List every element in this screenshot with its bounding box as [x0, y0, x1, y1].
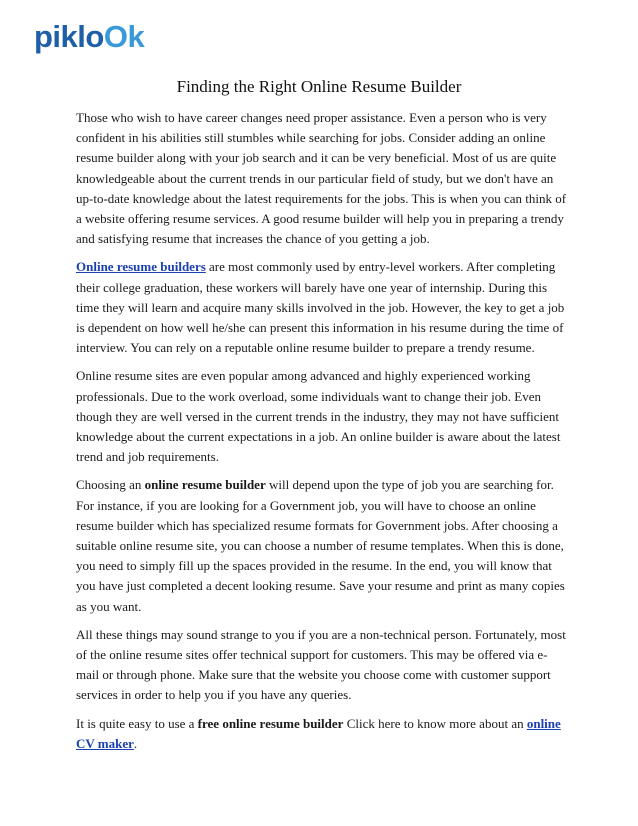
document-body: [76, 108, 568, 762]
online-resume-builders-link[interactable]: Online resume builders: [76, 259, 206, 275]
logo-part-2: Ok: [103, 19, 145, 54]
paragraph-6: [76, 714, 568, 754]
paragraph-4: [76, 475, 568, 616]
paragraph-4-after: will depend upon the type of job you are searching for. For instance, if you are looking for a Government job, you will have to choose an online resume builder which has specialized resume formats for Government jobs. After choosing a suitable online resume site, you can choose a number of resume templates. When this is done, you need to simply fill up the spaces provided in the resume. In the end, you will know that you have just completed a decent looking resume. Save your resume and print as many copies as you want.: [76, 477, 565, 614]
paragraph-4-bold: online resume builder: [144, 477, 266, 493]
document-title: Finding the Right Online Resume Builder: [176, 77, 462, 96]
paragraph-3: Online resume sites are even popular among advanced and highly experienced working professionals. Due to the work overload, some individuals want to change their job. Even though they are well versed in the current trends in the industry, they may not have sufficient knowledge about the current expectations in a job. An online builder is aware about the latest trend and job requirements.: [76, 368, 561, 465]
paragraph-5: All these things may sound strange to you if you are a non-technical person. Fortunately, most of the online resume sites offer technical support for customers. This may be offered via e-mail or through phone. Make sure that the website you choose come with customer support services in order to help you if you have any queries.: [76, 626, 566, 703]
piklook-logo: [34, 20, 144, 54]
paragraph-6-bold: free online resume builder: [197, 715, 344, 731]
paragraph-4-before: Choosing an: [76, 477, 145, 493]
paragraph-6-after: .: [133, 735, 138, 751]
online-cv-maker-link[interactable]: online CV maker: [76, 715, 561, 751]
paragraph-2: [76, 257, 568, 358]
paragraph-2-text: are most commonly used by entry-level workers. After completing their college graduation, these workers will barely have one year of internship. During this time they will learn and acquire many skills involved in the job. However, the key to get a job is dependent on how well he/she can present this information in his resume during the time of interview. You can rely on a reputable online resume builder to prepare a trendy resume.: [76, 259, 565, 356]
logo-part-1: piklo: [34, 19, 104, 54]
paragraph-6-before: It is quite easy to use a: [76, 715, 198, 731]
paragraph-6-middle: Click here to know more about an: [343, 715, 527, 731]
paragraph-1: Those who wish to have career changes need proper assistance. Even a person who is very confident in his abilities still stumbles while searching for jobs. Consider adding an online resume builder along with your job search and it can be very beneficial. Most of us are quite knowledgeable about the current trends in our particular field of study, but we don't have an up-to-date knowledge about the latest requirements for the jobs. This is when you can think of a website offering resume services. A good resume builder will help you in preparing a trendy and satisfying resume that increases the chance of you getting a job.: [76, 110, 567, 247]
